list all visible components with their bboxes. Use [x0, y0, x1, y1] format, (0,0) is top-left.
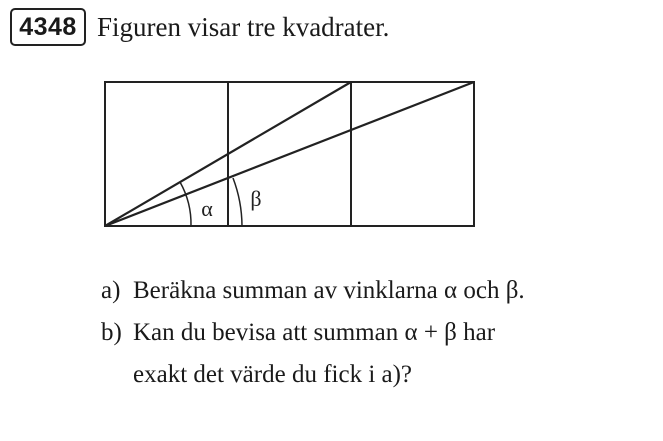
- diagonal-to-third-square: [105, 82, 474, 226]
- question-b-line-1: Kan du bevisa att summan α + β har: [133, 319, 496, 346]
- question-a-letter: a): [101, 277, 121, 304]
- question-b: [101, 312, 525, 396]
- problem-title: Figuren visar tre kvadrater.: [97, 12, 390, 42]
- question-a-line-1: Beräkna summan av vinklarna α och β.: [133, 277, 525, 304]
- question-a: [101, 270, 525, 312]
- question-list: [101, 270, 525, 396]
- angle-beta-arc: [233, 178, 242, 226]
- angle-alpha-arc: [180, 182, 191, 226]
- angle-alpha-label: α: [201, 196, 213, 221]
- problem-number-badge: 4348: [10, 8, 86, 46]
- angle-beta-label: β: [250, 186, 262, 211]
- question-b-letter: b): [101, 319, 122, 346]
- question-b-text: [133, 312, 495, 396]
- question-b-line-2: exakt det värde du fick i a)?: [133, 361, 413, 388]
- question-a-text: [133, 270, 525, 312]
